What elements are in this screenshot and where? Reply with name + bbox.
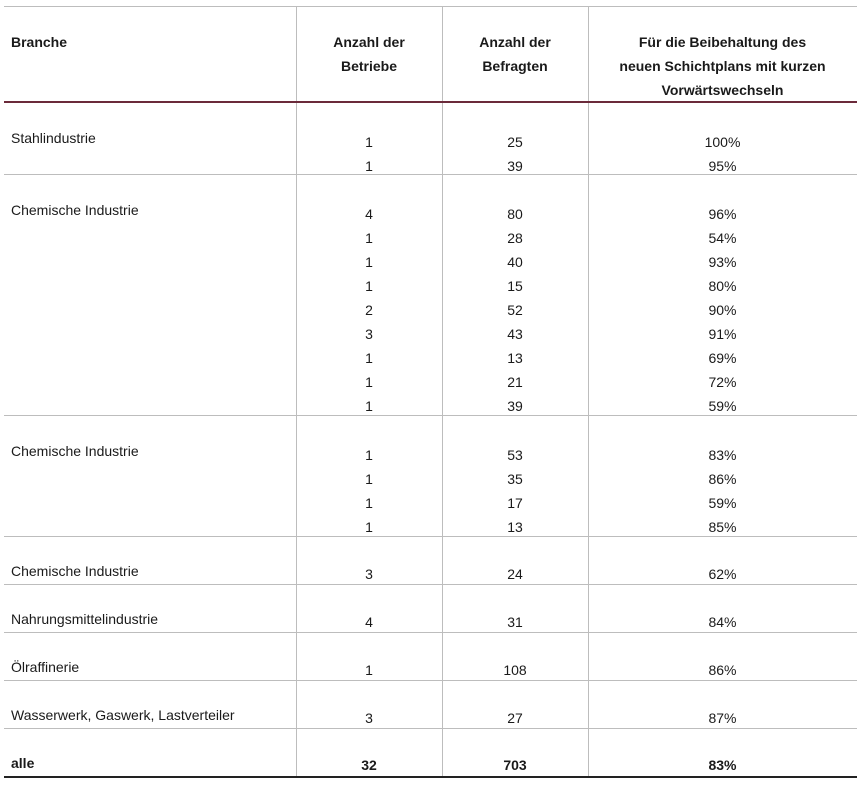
befragten-cell: 28 <box>507 230 523 246</box>
branche-label: Chemische Industrie <box>11 443 139 459</box>
zustimmung-cell: 54% <box>708 230 737 246</box>
zustimmung-cell: 90% <box>708 302 737 318</box>
total-label: alle <box>11 755 35 771</box>
befragten-cell: 25 <box>507 134 523 150</box>
zustimmung-cell: 86% <box>708 471 737 487</box>
betriebe-cell: 3 <box>365 326 373 342</box>
betriebe-cell: 1 <box>365 230 373 246</box>
branche-label: Wasserwerk, Gaswerk, Lastverteiler <box>11 707 235 723</box>
betriebe-cell: 3 <box>365 710 373 726</box>
total-befragten: 703 <box>503 757 527 773</box>
betriebe-cell: 1 <box>365 350 373 366</box>
betriebe-cell: 1 <box>365 254 373 270</box>
zustimmung-cell: 93% <box>708 254 737 270</box>
betriebe-cell: 4 <box>365 206 373 222</box>
header-befragten <box>442 30 588 78</box>
header-branche: Branche <box>11 34 68 50</box>
zustimmung-cell: 72% <box>708 374 737 390</box>
betriebe-cell: 3 <box>365 566 373 582</box>
survey-table <box>4 6 857 778</box>
header-zustimmung-line3: Vorwärtswechseln <box>661 82 784 98</box>
befragten-cell: 13 <box>507 350 523 366</box>
betriebe-cell: 1 <box>365 398 373 414</box>
betriebe-cell: 1 <box>365 278 373 294</box>
befragten-cell: 17 <box>507 495 523 511</box>
branche-label: Ölraffinerie <box>11 659 80 675</box>
total-zustimmung: 83% <box>708 757 737 773</box>
zustimmung-cell: 80% <box>708 278 737 294</box>
header-betriebe <box>296 30 442 78</box>
befragten-cell: 21 <box>507 374 523 390</box>
befragten-cell: 108 <box>503 662 527 678</box>
zustimmung-cell: 59% <box>708 398 737 414</box>
branche-label: Chemische Industrie <box>11 202 139 218</box>
zustimmung-cell: 96% <box>708 206 737 222</box>
zustimmung-cell: 84% <box>708 614 737 630</box>
betriebe-cell: 4 <box>365 614 373 630</box>
zustimmung-cell: 85% <box>708 519 737 535</box>
header-betriebe-line1: Anzahl der <box>333 34 405 50</box>
branche-label: Chemische Industrie <box>11 563 139 579</box>
befragten-cell: 40 <box>507 254 523 270</box>
befragten-cell: 39 <box>507 398 523 414</box>
befragten-cell: 15 <box>507 278 523 294</box>
branche-label: Nahrungsmittelindustrie <box>11 611 159 627</box>
befragten-cell: 27 <box>507 710 523 726</box>
befragten-cell: 39 <box>507 158 523 174</box>
table-top-border <box>4 6 857 7</box>
header-zustimmung-line2: neuen Schichtplans mit kurzen <box>619 58 826 74</box>
befragten-cell: 13 <box>507 519 523 535</box>
zustimmung-cell: 100% <box>704 134 741 150</box>
header-betriebe-line2: Betriebe <box>340 58 398 74</box>
betriebe-cell: 1 <box>365 662 373 678</box>
zustimmung-cell: 87% <box>708 710 737 726</box>
befragten-cell: 35 <box>507 471 523 487</box>
betriebe-cell: 2 <box>365 302 373 318</box>
zustimmung-cell: 83% <box>708 447 737 463</box>
befragten-cell: 24 <box>507 566 523 582</box>
header-befragten-line2: Befragten <box>482 58 548 74</box>
befragten-cell: 52 <box>507 302 523 318</box>
zustimmung-cell: 95% <box>708 158 737 174</box>
betriebe-cell: 1 <box>365 134 373 150</box>
betriebe-cell: 1 <box>365 495 373 511</box>
befragten-cell: 43 <box>507 326 523 342</box>
total-betriebe: 32 <box>361 757 377 773</box>
header-zustimmung-line1: Für die Beibehaltung des <box>638 34 807 50</box>
befragten-cell: 31 <box>507 614 523 630</box>
betriebe-cell: 1 <box>365 471 373 487</box>
branche-label: Stahlindustrie <box>11 130 96 146</box>
zustimmung-cell: 91% <box>708 326 737 342</box>
befragten-cell: 53 <box>507 447 523 463</box>
zustimmung-cell: 62% <box>708 566 737 582</box>
zustimmung-cell: 86% <box>708 662 737 678</box>
betriebe-cell: 1 <box>365 519 373 535</box>
betriebe-cell: 1 <box>365 158 373 174</box>
header-befragten-line1: Anzahl der <box>479 34 551 50</box>
zustimmung-cell: 59% <box>708 495 737 511</box>
betriebe-cell: 1 <box>365 447 373 463</box>
befragten-cell: 80 <box>507 206 523 222</box>
header-zustimmung <box>588 30 857 102</box>
betriebe-cell: 1 <box>365 374 373 390</box>
zustimmung-cell: 69% <box>708 350 737 366</box>
